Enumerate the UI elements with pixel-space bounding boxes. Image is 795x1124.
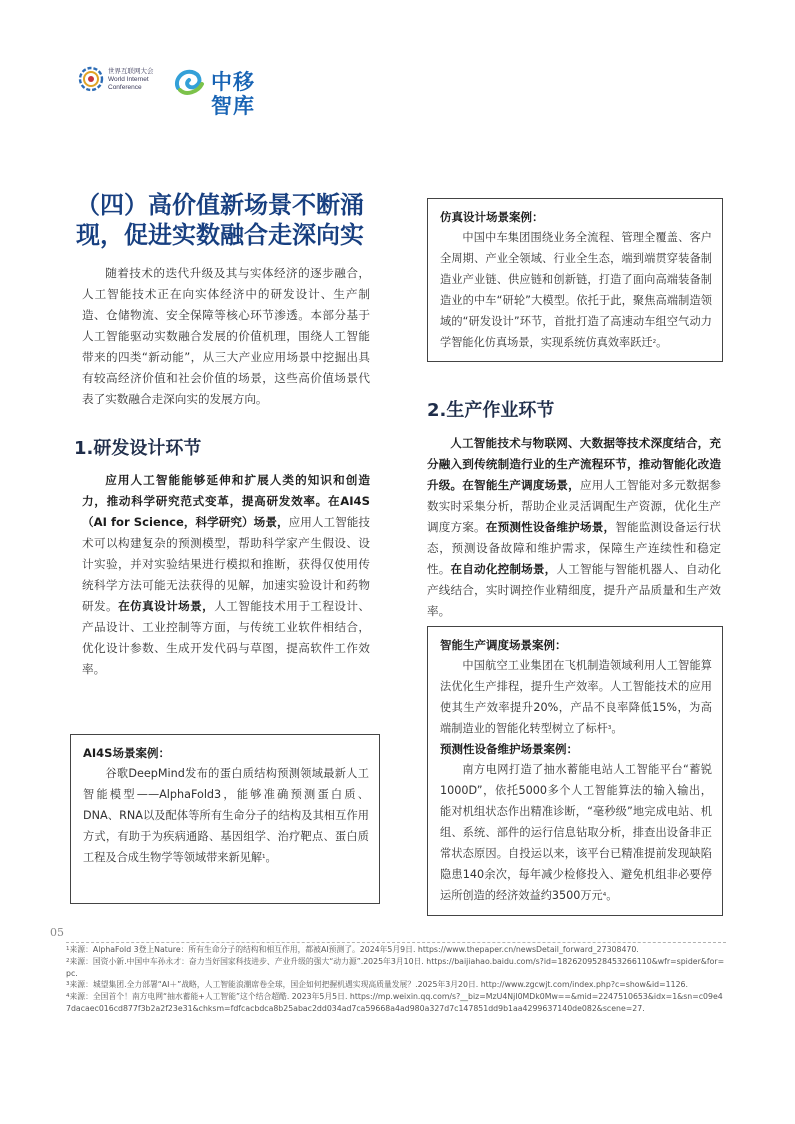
- footnote-1-text[interactable]: 来源：AlphaFold 3登上Nature：所有生命分子的结构和相互作用，都被AI预测了。2024年5月9日. https://www.thepaper.cn/newsDetail_forward_27308470.: [69, 945, 639, 954]
- prod-lead-sentence: 人工智能技术与物联网、大数据等技术深度结合，充分融入到传统制造行业的生产流程环节，推动智能化改造升级。: [427, 436, 721, 492]
- intro-text: 随着技术的迭代升级及其与实体经济的逐步融合，人工智能技术正在向实体经济中的研发设计、生产制造、仓储物流、安全保障等核心环节渗透。本部分基于人工智能驱动实数融合发展的价值机理，围绕人工智能带来的四类“新动能”，从三大产业应用场景中挖掘出具有较高经济价值和社会价值的场景，这些高价值场景代表了实数融合走深向实的发展方向。: [82, 266, 370, 406]
- footnote-ref-3[interactable]: 3: [607, 725, 612, 731]
- footnote-divider: [66, 942, 726, 943]
- ai4s-case-text: [83, 763, 369, 868]
- world-internet-conference-logo-text: 世界互联网大会 World Internet Conference: [108, 68, 154, 91]
- prod-maint-text: 智能监测设备运行状态，预测设备故障和维护需求，保障生产连续性和稳定性。: [427, 520, 721, 576]
- ai4s-case-box: [70, 734, 380, 904]
- intro-paragraph: [82, 263, 370, 410]
- footnote-4: [66, 991, 726, 1015]
- sim-case-box: [427, 198, 723, 362]
- footnote-4-number: 4: [66, 993, 70, 1000]
- sched-case-body: 中国航空工业集团在飞机制造领域利用人工智能算法优化生产排程，提升生产效率。人工智能技术的应用使其生产效率提升20%，产品不良率降低15%，为高端制造业的智能化转型树立了标杆: [440, 659, 712, 735]
- footnote-ref-4[interactable]: 4: [602, 892, 607, 898]
- footnote-3-text[interactable]: 来源：城望集团.全力部署“AI＋”战略，人工智能浪潮席卷全球，国企如何把握机遇实现高质量发展？.2025年3月20日. http://www.zgcwjt.com/index.php?c=show&id=1126.: [69, 980, 688, 990]
- prod-sched-lead: 在智能生产调度场景，: [462, 478, 580, 492]
- footnote-ref-2[interactable]: 2: [652, 339, 657, 345]
- sim-case-title: 仿真设计场景案例：: [440, 210, 544, 224]
- rd-ai4s-text: 应用人工智能技术可以构建复杂的预测模型，帮助科学家产生假设、设计实验，并对实验结果进行模拟和推断，获得仅使用传统科学方法可能无法获得的见解，加速实验设计和药物研发。: [82, 515, 370, 613]
- china-mobile-think-tank-logo-text: 中移智库: [211, 70, 255, 118]
- production-cases-box: [427, 626, 723, 916]
- footnote-3: [66, 979, 726, 991]
- china-mobile-think-tank-emblem-icon: [172, 66, 206, 96]
- sched-case-end: 。: [611, 722, 623, 735]
- footnote-1-number: 1: [66, 946, 70, 952]
- prod-maint-lead: 在预测性设备维护场景，: [485, 520, 616, 534]
- maint-case-body: 南方电网打造了抽水蓄能电站人工智能平台“蓄锐1000D”，依托5000多个人工智能算法的输入输出，能对机组状态作出精准诊断，“毫秒级”地完成电站、机组、系统、部件的运行信息钻取分析，排查出设备非正常状态原因。自投运以来，该平台已精准提前发现缺陷隐患140余次，每年减少检修投入、避免机组非必要停运所创造的经济效益约3500万元: [440, 763, 712, 902]
- footnote-1: [66, 944, 726, 956]
- ai4s-case-end: 。: [265, 851, 277, 864]
- world-internet-conference-emblem-icon: [78, 66, 104, 92]
- section-title: （四）高价值新场景不断涌现，促进实数融合走深向实: [76, 191, 364, 249]
- rd-heading: 1.研发设计环节: [74, 438, 202, 459]
- rd-ai4s-lead: 在AI4S（AI for Science，科学研究）场景，: [82, 494, 370, 529]
- ai4s-case-body: 谷歌DeepMind发布的蛋白质结构预测领域最新人工智能模型——AlphaFold3，能够准确预测蛋白质、DNA、RNA以及配体等所有生命分子的结构及其相互作用方式，有助于为疾病通路、基因组学、治疗靶点、蛋白质工程及合成生物学等领域带来新见解: [83, 767, 369, 864]
- maint-case-end: 。: [606, 889, 618, 902]
- ai4s-case-title: AI4S场景案例：: [83, 746, 170, 760]
- sim-case-end: 。: [656, 336, 668, 349]
- page-number: 05: [50, 926, 64, 939]
- maint-case-text: [440, 759, 712, 906]
- maint-case-title: 预测性设备维护场景案例：: [440, 742, 578, 756]
- prod-auto-lead: 在自动化控制场景，: [450, 562, 557, 576]
- footnote-3-number: 3: [66, 981, 70, 988]
- sim-case-body: 中国中车集团围绕业务全流程、管理全覆盖、客户全周期、产业全领域、行业全生态，端到端贯穿装备制造业产业链、供应链和创新链，打造了面向高端装备制造业的中车“研轮”大模型。依托于此，聚焦高端制造领域的“研发设计”环节，首批打造了高速动车组空气动力学智能化仿真场景，实现系统仿真效率跃迁: [440, 231, 712, 349]
- prod-heading: 2.生产作业环节: [427, 400, 555, 421]
- footnote-2-text[interactable]: 来源：国资小新.中国中车孙永才：奋力当好国家科技进步、产业升级的强大“动力源”.2025年3月10日. https://baijiahao.baidu.com/s?id=1826209528453266110&wfr=spider&for=pc.: [66, 956, 725, 978]
- rd-paragraph: [82, 470, 370, 680]
- footnote-2-number: 2: [66, 957, 70, 964]
- footnote-4-text[interactable]: 来源：全国首个！南方电网“抽水蓄能+人工智能”这个结合超酷. 2023年5月5日. https://mp.weixin.qq.com/s?__biz=MzU4NjI0MDk0Mw==&mid=2247510653&idx=1&sn=c09e47dacaec016cd877f3b2a2f23e31&chksm=fdfcacbdca8b25abac2dd034ad7ca59668a4ad980a327d7c147851dd9b1aa4299637140de082&scene=27.: [66, 992, 723, 1013]
- rd-sim-lead: 在仿真设计场景，: [118, 599, 215, 613]
- sched-case-title: 智能生产调度场景案例：: [440, 638, 567, 652]
- footnote-2: [66, 956, 726, 980]
- header-logos: [78, 64, 268, 118]
- prod-paragraph: [427, 433, 721, 622]
- prod-sched-text: 应用人工智能对多元数据参数实时采集分析，帮助企业灵活调配生产资源，优化生产调度方案。: [427, 478, 721, 534]
- sim-case-text: [440, 227, 712, 353]
- footnote-ref-1[interactable]: 1: [262, 854, 266, 860]
- sched-case-text: [440, 655, 712, 739]
- footnotes: [66, 944, 726, 1015]
- rd-lead-sentence: 应用人工智能能够延伸和扩展人类的知识和创造力，推动科学研究范式变革，提高研发效率。: [82, 473, 370, 508]
- prod-auto-text: 人工智能与智能机器人、自动化产线结合，实时调控作业精细度，提升产品质量和生产效率。: [427, 562, 721, 618]
- rd-sim-text: 人工智能技术用于工程设计、产品设计、工业控制等方面，与传统工业软件相结合，优化设计参数、生成开发代码与草图，提高软件工作效率。: [82, 599, 370, 676]
